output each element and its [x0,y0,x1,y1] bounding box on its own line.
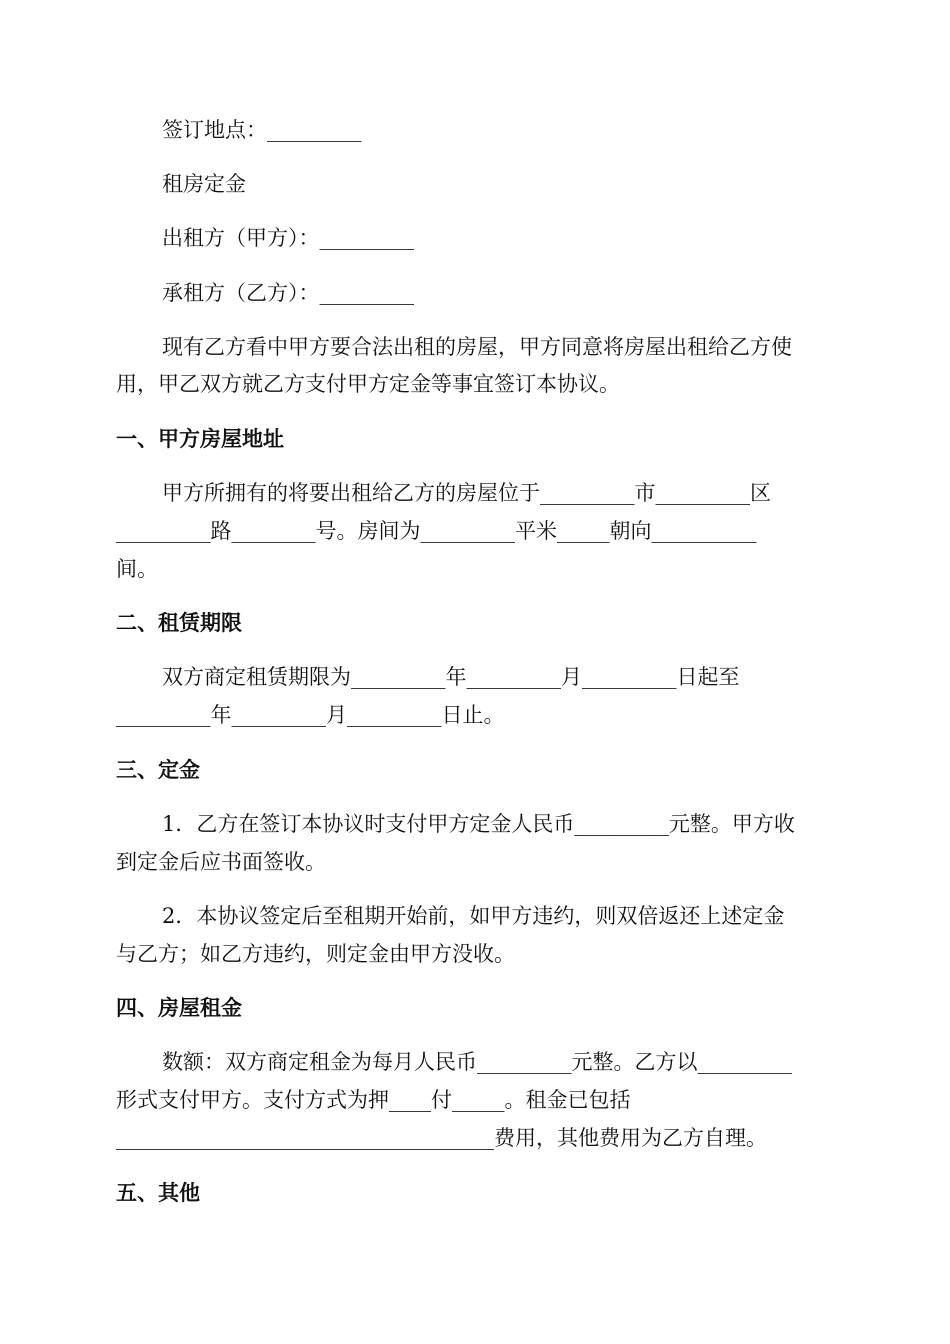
rent-line-3: ____________________________________费用，其他费用为乙方自理。 [116,1126,767,1150]
section-heading-rent: 四、房屋租金 [116,995,242,1020]
deposit-item2-line-1: 2．本协议签定后至租期开始前，如甲方违约，则双倍返还上述定金 [162,904,785,928]
address-line-3: 间。 [116,557,158,581]
intro-line-2: 用，甲乙双方就乙方支付甲方定金等事宜签订本协议。 [116,372,620,396]
section-heading-term: 二、租赁期限 [116,610,242,635]
rent-line-1: 数额：双方商定租金为每月人民币_________元整。乙方以_________ [162,1050,792,1074]
term-line-1: 双方商定租赁期限为_________年_________月_________日起至 [162,665,740,689]
address-line-2: _________路________号。房间为_________平米_____朝向__________ [116,519,757,543]
deposit-item1-line-1: 1．乙方在签订本协议时支付甲方定金人民币_________元整。甲方收 [162,812,795,836]
deposit-item2-line-2: 与乙方；如乙方违约，则定金由甲方没收。 [116,942,515,966]
deposit-item1-line-2: 到定金后应书面签收。 [116,850,326,874]
lessee-line: 承租方（乙方）：_________ [162,281,414,305]
section-heading-other: 五、其他 [116,1180,200,1205]
document-subtitle: 租房定金 [162,172,246,196]
rent-line-2: 形式支付甲方。支付方式为押____付_____。租金已包括 [116,1088,631,1112]
address-line-1: 甲方所拥有的将要出租给乙方的房屋位于_________市_________区 [162,481,771,505]
intro-line-1: 现有乙方看中甲方要合法出租的房屋，甲方同意将房屋出租给乙方使 [162,335,792,359]
term-line-2: _________年_________月_________日止。 [116,703,505,727]
section-heading-address: 一、甲方房屋地址 [116,426,284,451]
section-heading-deposit: 三、定金 [116,757,200,782]
lessor-line: 出租方（甲方）：_________ [162,226,414,250]
signing-place-line: 签订地点：_________ [162,118,362,142]
